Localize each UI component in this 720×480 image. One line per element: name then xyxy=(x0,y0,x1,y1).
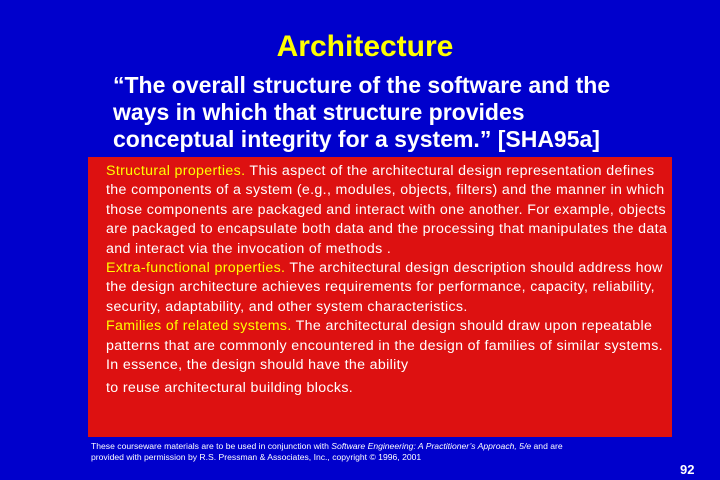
slide-title: Architecture xyxy=(276,30,454,63)
section-lead: Families of related systems. xyxy=(106,318,292,335)
footer-text: and are xyxy=(531,441,563,451)
section-lead: Structural properties. xyxy=(106,163,246,179)
quote-line: “The overall structure of the software and the xyxy=(113,72,611,98)
page-number: 92 xyxy=(680,462,695,477)
structural-properties-paragraph xyxy=(106,162,676,259)
section-text: The architectural design should draw upon repeatable patterns that are commonly encountered in the design of families of similar systems. In essence, the design should have the ability xyxy=(106,318,663,374)
footer-line-2: provided with permission by R.S. Pressman & Associates, Inc., copyright © 1996, 2001 xyxy=(91,452,422,462)
quote-line: conceptual integrity for a system.” [SHA95a] xyxy=(113,126,600,152)
extra-functional-paragraph xyxy=(106,259,676,317)
section-text: The architectural design description should address how the design architecture achieves requirements for performance, capacity, reliability, security, adaptability, and other system characteristics. xyxy=(106,260,663,315)
copyright-footer xyxy=(91,441,671,463)
quote-line: ways in which that structure provides xyxy=(113,99,525,125)
footer-line-1 xyxy=(91,441,671,452)
footer-text: These courseware materials are to be used in conjunction with xyxy=(91,441,332,451)
section-lead: Extra-functional properties. xyxy=(106,260,286,277)
book-title: Software Engineering: A Practitioner’s Approach, 5/e xyxy=(331,441,532,451)
families-paragraph xyxy=(106,317,676,375)
section-text: This aspect of the architectural design representation defines the components of a system (e.g., modules, objects, filters) and the manner in which those components are packaged and interact with one another. For example, objects are packaged to encapsulate both data and the processing that manipulates the data and interact via the invocation of methods . xyxy=(106,163,668,257)
last-line: to reuse architectural building blocks. xyxy=(106,380,354,397)
definition-quote xyxy=(113,72,693,153)
properties-text xyxy=(106,162,676,399)
